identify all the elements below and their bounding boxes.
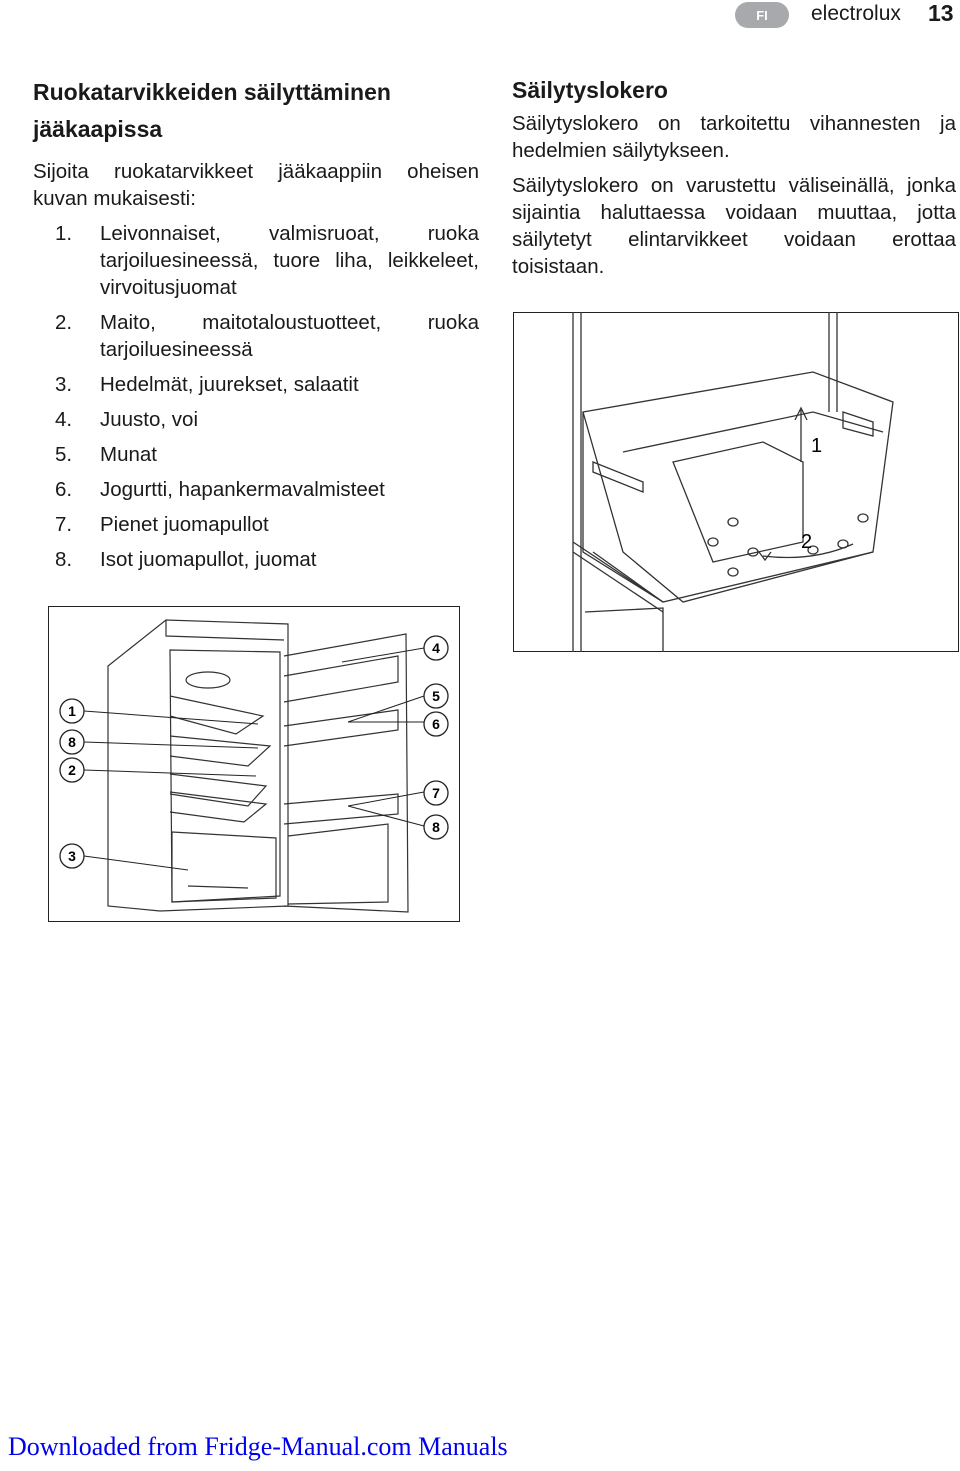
callout-8-right: [424, 815, 448, 839]
callout-label: 8: [432, 819, 440, 835]
language-badge: FI: [735, 2, 789, 28]
item-number: 6.: [55, 478, 73, 501]
item-number: 4.: [55, 408, 73, 431]
body-paragraph: Säilytyslokero on varustettu väliseinällä, jonka sijaintia haluttaessa voidaan muuttaa, jotta säilytetyt elintarvikkeet voidaan erottaa toisistaan.: [512, 174, 956, 278]
item-number: 3.: [55, 373, 73, 396]
item-text: Jogurtti, hapankermavalmisteet: [100, 478, 385, 501]
list-item: [33, 406, 479, 433]
list-item: [33, 371, 479, 398]
section-title: Säilytyslokero: [512, 77, 668, 103]
list-item: [33, 511, 479, 538]
callout-8-left: [60, 730, 84, 754]
item-number: 2.: [55, 311, 73, 334]
item-text: Juusto, voi: [100, 408, 198, 431]
right-column: [512, 74, 956, 288]
item-number: 8.: [55, 548, 73, 571]
intro-paragraph: Sijoita ruokatarvikkeet jääkaappiin oheisen kuvan mukaisesti:: [33, 160, 479, 210]
callout-1: [60, 699, 84, 723]
callout-label: 6: [432, 716, 440, 732]
list-item: [33, 309, 479, 363]
page-header: [0, 0, 960, 34]
callout-4: [424, 636, 448, 660]
callout-label: 3: [68, 848, 76, 864]
callout-7: [424, 781, 448, 805]
arrow-label-2: 2: [801, 531, 813, 553]
list-item: [33, 546, 479, 573]
item-text: Maito, maitotaloustuotteet, ruoka tarjoiluesineessä: [100, 311, 479, 361]
callout-label: 1: [68, 703, 76, 719]
list-item: [33, 220, 479, 301]
download-source-link[interactable]: Downloaded from Fridge-Manual.com Manuals: [8, 1432, 508, 1461]
callout-6: [424, 712, 448, 736]
section-title: Ruokatarvikkeiden säilyttäminen jääkaapissa: [33, 79, 391, 142]
list-item: [33, 441, 479, 468]
food-placement-list: [33, 220, 479, 573]
item-number: 1.: [55, 222, 73, 245]
item-text: Leivonnaiset, valmisruoat, ruoka tarjoiluesineessä, tuore liha, leikkeleet, virvoitusjuomat: [100, 222, 479, 299]
brand-name: electrolux: [811, 2, 901, 25]
callout-label: 5: [432, 688, 440, 704]
body-paragraph: Säilytyslokero on tarkoitettu vihannesten ja hedelmien säilytykseen.: [512, 112, 956, 162]
callout-2: [60, 758, 84, 782]
callout-label: 7: [432, 785, 440, 801]
item-text: Munat: [100, 443, 157, 466]
callout-label: 4: [432, 640, 440, 656]
item-text: Isot juomapullot, juomat: [100, 548, 317, 571]
callout-5: [424, 684, 448, 708]
left-column: [33, 74, 479, 581]
fridge-interior-illustration: [48, 606, 460, 922]
item-number: 5.: [55, 443, 73, 466]
callout-label: 8: [68, 734, 76, 750]
crisper-drawer-illustration: [513, 312, 959, 652]
item-number: 7.: [55, 513, 73, 536]
callout-label: 2: [68, 762, 76, 778]
arrow-label-1: 1: [811, 435, 823, 457]
list-item: [33, 476, 479, 503]
item-text: Hedelmät, juurekset, salaatit: [100, 373, 359, 396]
page-number: 13: [928, 0, 954, 26]
item-text: Pienet juomapullot: [100, 513, 269, 536]
callout-3: [60, 844, 84, 868]
